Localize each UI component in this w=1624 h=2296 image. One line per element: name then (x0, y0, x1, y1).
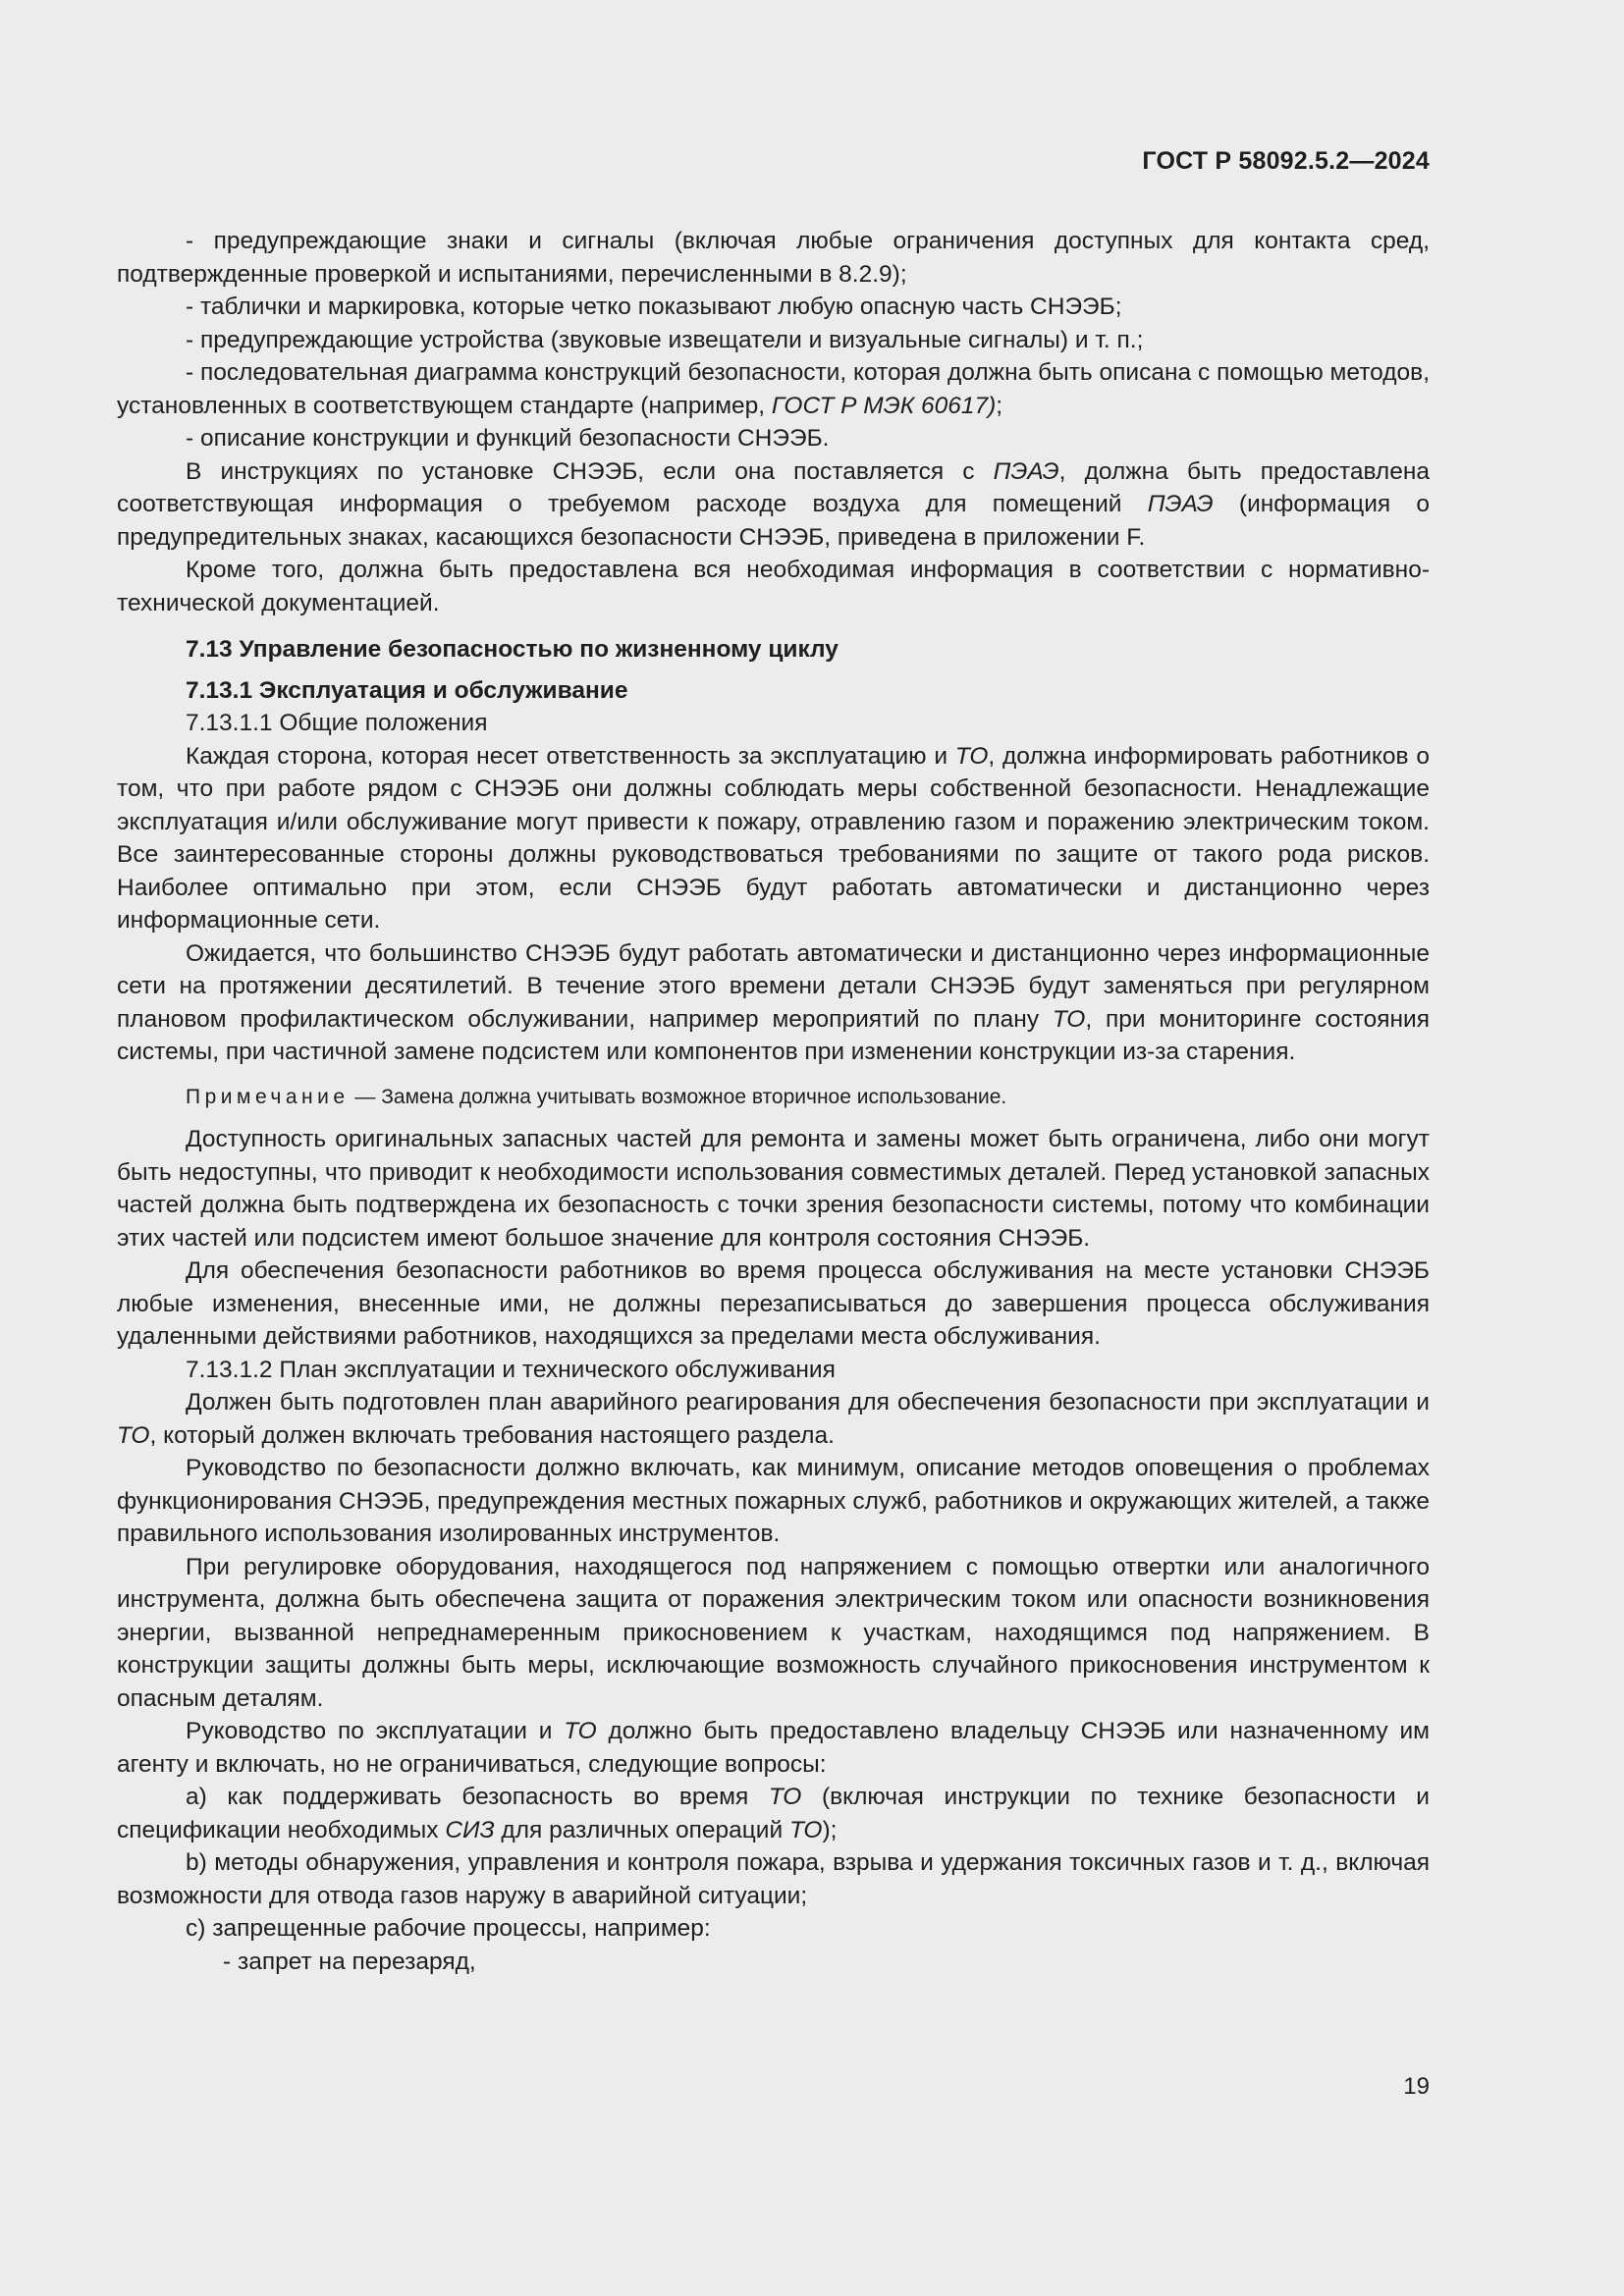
list-item-c: c) запрещенные рабочие процессы, например: (186, 1915, 711, 1942)
list-item-warning-signs: - предупреждающие знаки и сигналы (включая любые ограничения доступных для контакта сред, подтвержденные проверкой и испытаниями, перечисленными в 8.2.9); (117, 228, 1430, 288)
note: Примечание — Замена должна учитывать возможное вторичное использование. (186, 1085, 1007, 1108)
list-item-b: b) методы обнаружения, управления и контроля пожара, взрыва и удержания токсичных газов и т. д., включая возможности для отвода газов наружу в аварийной ситуации; (117, 1849, 1430, 1909)
page-body (117, 225, 1430, 1978)
list-item-safety-diagram: - последовательная диаграмма конструкций безопасности, которая должна быть описана с помощью методов, установленных в соответствующем стандарте (например, ГОСТ Р МЭК 60617); (117, 359, 1430, 419)
paragraph: При регулировке оборудования, находящегося под напряжением с помощью отвертки или аналогичного инструмента, должна быть обеспечена защита от поражения электрическим током или опасности возникновения энергии, вызванной непреднамеренным прикосновением к участкам, находящимся под напряжением. В конструкции защиты должны быть меры, исключающие возможность случайного прикосновения инструментом к опасным деталям. (117, 1553, 1430, 1712)
paragraph: Кроме того, должна быть предоставлена вся необходимая информация в соответствии с нормативно-технической документацией. (117, 557, 1430, 616)
paragraph: Доступность оригинальных запасных частей для ремонта и замены может быть ограничена, либо они могут быть недоступны, что приводит к необходимости использования совместимых деталей. Перед установкой запасных частей должна быть подтверждена их безопасность с точки зрения безопасности системы, потому что комбинации этих частей или подсистем имеют большое значение для контроля состояния СНЭЭБ. (117, 1126, 1430, 1252)
sub-list-item: - запрет на перезаряд, (223, 1948, 476, 1975)
list-item-labels: - таблички и маркировка, которые четко показывают любую опасную часть СНЭЭБ; (186, 294, 1122, 320)
paragraph: Руководство по безопасности должно включать, как минимум, описание методов оповещения о проблемах функционирования СНЭЭБ, предупреждения местных пожарных служб, работников и окружающих жителей, а также правильного использования изолированных инструментов. (117, 1455, 1430, 1547)
paragraph: Должен быть подготовлен план аварийного реагирования для обеспечения безопасности при эксплуатации и ТО, который должен включать требования настоящего раздела. (117, 1389, 1430, 1449)
clause-heading: 7.13.1.1 Общие положения (186, 710, 488, 736)
subsection-heading: 7.13.1 Эксплуатация и обслуживание (186, 676, 628, 704)
paragraph: Ожидается, что большинство СНЭЭБ будут работать автоматически и дистанционно через информационные сети на протяжении десятилетий. В течение этого времени детали СНЭЭБ будут заменяться при регулярном плановом профилактическом обслуживании, например мероприятий по плану ТО, при мониторинге состояния системы, при частичной замене подсистем или компонентов при изменении конструкции из-за старения. (117, 939, 1430, 1065)
paragraph: Руководство по эксплуатации и ТО должно быть предоставлено владельцу СНЭЭБ или назначенному им агенту и включать, но не ограничиваться, следующие вопросы: (117, 1718, 1430, 1778)
page-number: 19 (1403, 2073, 1430, 2100)
standard-identifier: ГОСТ Р 58092.5.2—2024 (1142, 147, 1430, 175)
paragraph: Для обеспечения безопасности работников во время процесса обслуживания на месте установки СНЭЭБ любые изменения, внесенные ими, не должны перезаписываться до завершения процесса обслуживания удаленными действиями работников, находящихся за пределами места обслуживания. (117, 1257, 1430, 1350)
clause-heading: 7.13.1.2 План эксплуатации и технического обслуживания (186, 1356, 836, 1383)
list-item-a: a) как поддерживать безопасность во время ТО (включая инструкции по технике безопасности и спецификации необходимых СИЗ для различных операций ТО); (117, 1784, 1430, 1843)
paragraph: Каждая сторона, которая несет ответственность за эксплуатацию и ТО, должна информировать работников о том, что при работе рядом с СНЭЭБ они должны соблюдать меры собственной безопасности. Ненадлежащие эксплуатация и/или обслуживание могут привести к пожару, отравлению газом и поражению электрическим током. Все заинтересованные стороны должны руководствоваться требованиями по защите от такого рода рисков. Наиболее оптимально при этом, если СНЭЭБ будут работать автоматически и дистанционно через информационные сети. (117, 742, 1430, 934)
list-item-description: - описание конструкции и функций безопасности СНЭЭБ. (186, 425, 830, 452)
paragraph: В инструкциях по установке СНЭЭБ, если она поставляется с ПЭАЭ, должна быть предоставлена соответствующая информация о требуемом расходе воздуха для помещений ПЭАЭ (информация о предупредительных знаках, касающихся безопасности СНЭЭБ, приведена в приложении F. (117, 457, 1430, 551)
list-item-warning-devices: - предупреждающие устройства (звуковые извещатели и визуальные сигналы) и т. п.; (186, 326, 1144, 353)
section-heading: 7.13 Управление безопасностью по жизненному циклу (186, 636, 839, 663)
